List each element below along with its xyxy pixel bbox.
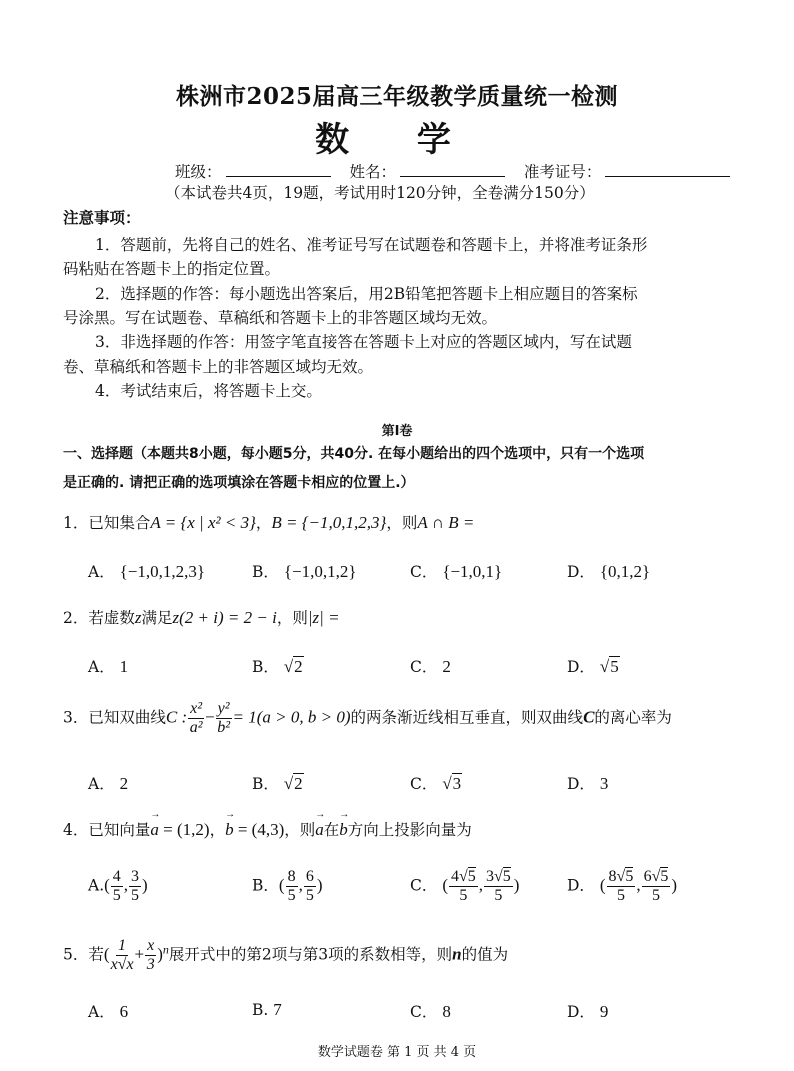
option-label: C．: [410, 1003, 438, 1021]
exam-id-label: 准考证号：: [523, 163, 602, 181]
option-label: A.: [88, 876, 105, 895]
expression: A ∩ B =: [417, 513, 475, 532]
radicand: 5: [660, 868, 669, 885]
option-b[interactable]: [252, 1000, 282, 1020]
option-label: B.: [252, 1001, 269, 1019]
numerator: x: [147, 937, 155, 954]
option-label: B．: [252, 658, 279, 676]
question-text: 若虚数: [88, 609, 135, 627]
vector-b-value: = (4,3): [233, 820, 285, 839]
name-blank[interactable]: [400, 162, 505, 177]
question-1: [63, 511, 474, 533]
radicand: 5: [467, 868, 476, 885]
question-number: 4．: [63, 821, 89, 839]
fraction: $\frac{3√5}{5}$: [486, 868, 511, 904]
option-value: 9: [599, 1002, 609, 1021]
fraction: $\frac{6√5}{5}$: [643, 868, 669, 904]
separator: ，: [255, 514, 272, 532]
fraction: [129, 868, 141, 905]
numerator: 1: [118, 937, 127, 954]
option-value: 6: [119, 1002, 129, 1021]
option-b[interactable]: [252, 772, 304, 794]
option-value: {−1,0,1,2,3}: [119, 562, 206, 581]
question-number: 1．: [63, 514, 89, 532]
fraction: [111, 937, 134, 974]
fraction: [216, 700, 232, 737]
note-line: 1．答题前，先将自己的姓名、准考证号写在试题卷和答题卡上，并将准考证条形: [95, 236, 648, 254]
option-value: {−1,0,1,2}: [283, 562, 357, 581]
fraction: [286, 868, 298, 905]
minus: −: [205, 707, 215, 727]
option-value: 5: [610, 657, 619, 676]
option-value: 8: [442, 1002, 451, 1021]
equation: z(2 + i) = 2 − i: [172, 608, 277, 627]
expression: |z| =: [307, 608, 340, 627]
option-a[interactable]: [88, 1000, 128, 1022]
question-text: 方向上投影向量为: [347, 821, 472, 839]
question-text: 的离心率为: [594, 708, 672, 727]
option-label: A．: [88, 1003, 115, 1021]
numerator: 6: [305, 868, 314, 885]
option-label: D．: [567, 1003, 595, 1021]
question-text: 展开式中的第2项与第3项的系数相等，则: [168, 945, 453, 964]
vector-b: → b: [339, 820, 348, 840]
option-c[interactable]: [410, 772, 462, 794]
plus: +: [134, 944, 145, 964]
option-label: A．: [88, 775, 115, 793]
vector-b: → b: [225, 820, 234, 840]
denominator: 5: [616, 887, 625, 904]
separator: ，: [209, 821, 226, 839]
option-a[interactable]: [88, 655, 128, 677]
question-text: 的值为: [461, 945, 509, 964]
option-label: A．: [88, 563, 115, 581]
option-c[interactable]: [410, 655, 451, 677]
denominator: 5: [494, 887, 503, 904]
option-label: C．: [410, 563, 438, 581]
exam-info: （本试卷共4页，19题，考试用时120分钟，全卷满分150分）: [165, 184, 595, 202]
option-label: C．: [410, 876, 438, 895]
question-text: 已知双曲线: [88, 708, 166, 727]
question-3: [63, 700, 672, 737]
sqrt: √2: [283, 774, 303, 793]
set-a: A = {x | x² < 3}: [150, 513, 256, 532]
denominator: a²: [189, 719, 203, 736]
numerator: 3: [131, 868, 140, 885]
question-text: 在: [323, 821, 340, 839]
question-number: 3．: [63, 708, 89, 727]
option-value: 1: [119, 657, 129, 676]
page-footer: 数学试题卷 第 1 页 共 4 页: [317, 1045, 477, 1060]
option-label: C．: [410, 775, 438, 793]
coefficient: 8: [608, 868, 617, 885]
question-2: [63, 606, 340, 628]
subject-title: 数 学: [315, 120, 479, 160]
note-line: 卷、草稿纸和答题卡上的非答题区域均无效。: [63, 358, 374, 376]
option-value: 2: [442, 657, 451, 676]
variable-n: n: [452, 944, 462, 964]
option-value: 2: [294, 774, 303, 793]
denominator: x√x: [110, 956, 134, 973]
option-b[interactable]: [252, 655, 304, 677]
question-number: 2．: [63, 609, 89, 627]
option-c[interactable]: [410, 560, 502, 582]
option-value: 3: [599, 774, 609, 793]
question-text: 若: [88, 945, 104, 964]
question-4: [63, 818, 472, 840]
question-5: 5．若( $\frac{1}{x√x}$ + $\frac{x}{3}$ )$^n$展开式中的第2项与第3项的系数相等，则n的值为: [63, 937, 509, 973]
option-label: D．: [567, 876, 595, 895]
option-d[interactable]: D． ( $\frac{8√5}{5}$ , $\frac{6√5}{5}$ ): [567, 868, 678, 904]
question-number: 5．: [63, 945, 89, 964]
denominator: 5: [459, 887, 468, 904]
note-line: 码粘贴在答题卡上的指定位置。: [63, 260, 281, 278]
coefficient: 6: [643, 868, 652, 885]
note-line: 4．考试结束后，将答题卡上交。: [95, 382, 322, 400]
question-text: ，则: [276, 609, 308, 627]
option-value: 3: [452, 774, 462, 793]
option-label: D．: [567, 563, 595, 581]
option-d[interactable]: [567, 560, 650, 582]
option-value: 2: [119, 774, 129, 793]
option-label: D．: [567, 775, 595, 793]
sqrt: √5: [599, 657, 619, 676]
note-line: 2．选择题的作答：每小题选出答案后，用2B铅笔把答题卡上相应题目的答案标: [95, 285, 638, 303]
fraction: [304, 868, 316, 905]
exam-title: 株洲市2025届高三年级教学质量统一检测: [175, 83, 618, 110]
denominator: 5: [112, 887, 121, 904]
question-text: 满足: [141, 609, 173, 627]
name-label: 姓名：: [349, 163, 396, 181]
note-line: 号涂黑。写在试题卷、草稿纸和答题卡上的非答题区域均无效。: [63, 309, 498, 327]
student-fields: [175, 160, 744, 182]
option-d[interactable]: [567, 1000, 608, 1022]
curve-name: C: [583, 707, 595, 727]
section-instructions: 一、选择题（本题共8小题，每小题5分，共40分. 在每小题给出的四个选项中，只有一个选项: [63, 446, 645, 462]
denominator: 5: [287, 887, 296, 904]
option-c[interactable]: [410, 1000, 451, 1022]
fraction: $\frac{8√5}{5}$: [608, 868, 634, 904]
option-b[interactable]: [252, 560, 357, 582]
option-label: C．: [410, 658, 438, 676]
option-label: B．: [252, 563, 279, 581]
sqrt: √2: [283, 657, 303, 676]
denominator: 5: [305, 887, 314, 904]
option-label: B．: [252, 775, 279, 793]
radicand: 5: [625, 868, 634, 885]
denominator: 5: [651, 887, 660, 904]
option-a[interactable]: [88, 560, 205, 582]
fraction: [188, 700, 204, 737]
option-value: {−1,0,1}: [442, 562, 503, 581]
option-label: D．: [567, 658, 595, 676]
notes-heading: 注意事项：: [63, 209, 141, 227]
curve-name: C :: [165, 707, 188, 727]
option-value: {0,1,2}: [599, 562, 651, 581]
option-value: 2: [294, 657, 303, 676]
vector-a-value: = (1,2): [158, 820, 210, 839]
coefficient: 3: [486, 868, 495, 885]
question-text: 已知向量: [88, 821, 151, 839]
numerator: 8: [287, 868, 296, 885]
option-value: 7: [273, 1000, 282, 1019]
denominator: b²: [217, 719, 230, 736]
question-text: ，则: [386, 514, 418, 532]
vector-a: → a: [315, 820, 324, 840]
option-c[interactable]: C． ( $\frac{4√5}{5}$ , $\frac{3√5}{5}$ ): [410, 868, 520, 904]
numerator: x²: [190, 700, 203, 717]
numerator: 4: [112, 868, 121, 885]
exam-id-blank[interactable]: [605, 162, 730, 177]
condition: = 1(a > 0, b > 0): [232, 707, 351, 727]
question-text: 已知集合: [88, 514, 151, 532]
set-b: B = {−1,0,1,2,3}: [271, 513, 387, 532]
option-label: B．: [252, 876, 279, 895]
radicand: 5: [502, 868, 511, 885]
option-label: A．: [88, 658, 115, 676]
option-a[interactable]: A.( $\frac{4}{5}$ , $\frac{3}{5}$ ): [88, 868, 148, 904]
coefficient: 4: [450, 868, 459, 885]
fraction: [145, 937, 156, 974]
denominator: 3: [146, 956, 155, 973]
option-a[interactable]: [88, 772, 128, 794]
question-text: 的两条渐近线相互垂直，则双曲线: [350, 708, 584, 727]
numerator: y²: [217, 700, 230, 717]
question-text: ，则: [284, 821, 316, 839]
variable-z: z: [134, 608, 142, 627]
sqrt: √3: [442, 774, 462, 793]
volume-heading: 第Ⅰ卷: [381, 424, 413, 439]
note-line: 3．非选择题的作答：用签字笔直接答在答题卡上对应的答题区域内，写在试题: [95, 333, 632, 351]
fraction: [111, 868, 123, 905]
exponent: n: [162, 942, 169, 957]
denominator: 5: [131, 887, 140, 904]
fraction: $\frac{4√5}{5}$: [450, 868, 476, 904]
vector-a: → a: [150, 820, 159, 840]
class-label: 班级：: [175, 163, 222, 181]
option-d[interactable]: [567, 772, 608, 794]
section-instructions-cont: 是正确的. 请把正确的选项填涂在答题卡相应的位置上.）: [63, 475, 415, 491]
option-d[interactable]: [567, 655, 620, 677]
class-blank[interactable]: [226, 162, 331, 177]
option-b[interactable]: B．( $\frac{8}{5}$ , $\frac{6}{5}$ ): [252, 868, 323, 904]
